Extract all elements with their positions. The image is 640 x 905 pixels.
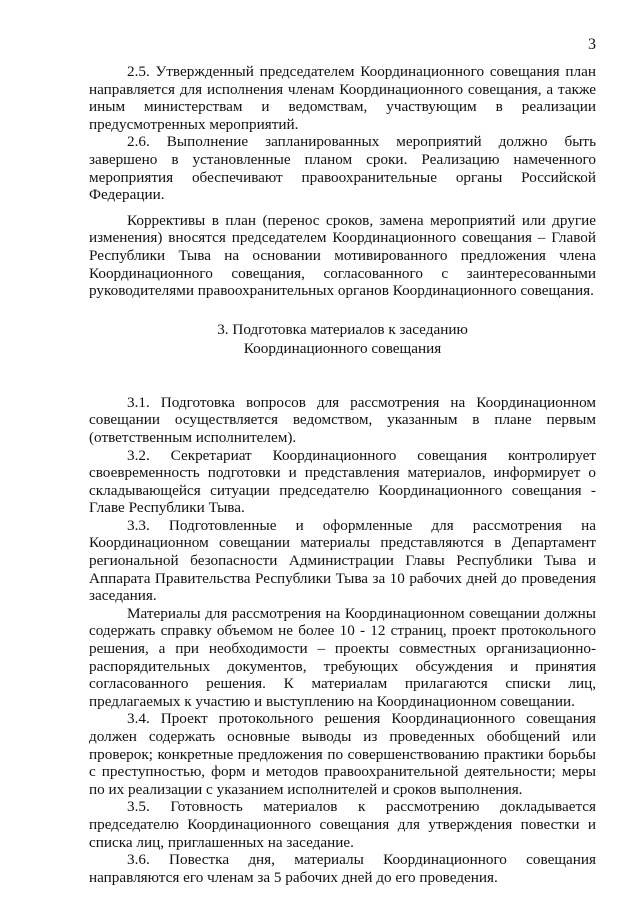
paragraph-3-4: 3.4. Проект протокольного решения Координационного совещания должен содержать основные выводы из проведенных обобщений или проверок; конкретные предложения по совершенствованию практики борьбы с преступностью, форм и методов правоохранительной деятельности; меры по их реализации с указанием исполнителей и сроков выполнения. bbox=[89, 710, 596, 798]
paragraph-3-5: 3.5. Готовность материалов к рассмотрению докладывается председателю Координационного совещания для утверждения повестки и списка лиц, приглашенных на заседание. bbox=[89, 798, 596, 851]
paragraph-2-5: 2.5. Утвержденный председателем Координационного совещания план направляется для исполнения членам Координационного совещания, а также иным министерствам и ведомствам, участвующим в реализации предусмотренных мероприятий. bbox=[89, 63, 596, 133]
paragraph-plan-corrections: Коррективы в план (перенос сроков, замена мероприятий или другие изменения) вносятся председателем Координационного совещания – Главой Республики Тыва на основании мотивированного предложения члена Координационного совещания, согласованного с заинтересованными руководителями правоохранительных органов Координационного совещания. bbox=[89, 211, 596, 300]
section-3-title-line1: 3. Подготовка материалов к заседанию bbox=[217, 320, 468, 338]
paragraph-3-3: 3.3. Подготовленные и оформленные для рассмотрения на Координационном совещании материалы представляются в Департамент региональной безопасности Администрации Главы Республики Тыва и Аппарата Правительства Республики Тыва за 10 рабочих дней до проведения заседания. bbox=[89, 516, 596, 605]
paragraph-3-2: 3.2. Секретариат Координационного совещания контролирует своевременность подготовки и представления материалов, информирует о складывающейся ситуации председателю Координационного совещания - Главе Республики Тыва. bbox=[89, 446, 596, 517]
paragraph-3-1: 3.1. Подготовка вопросов для рассмотрения на Координационном совещании осуществляется ведомством, указанным в плане первым (ответственным исполнителем). bbox=[89, 393, 596, 446]
paragraph-2-6: 2.6. Выполнение запланированных мероприятий должно быть завершено в установленные планом сроки. Реализацию намеченного мероприятия обеспечивают правоохранительные органы Российской Федерации. bbox=[89, 133, 596, 204]
paragraph-materials: Материалы для рассмотрения на Координационном совещании должны содержать справку объемом не более 10 - 12 страниц, проект протокольного решения, а при необходимости – проекты совместных организационно-распорядительных документов, требующих обсуждения и принятия согласованного решения. К материалам прилагаются списки лиц, предлагаемых к участию и выступлению на Координационном совещании. bbox=[89, 604, 596, 710]
page-number: 3 bbox=[588, 36, 596, 53]
paragraph-3-6: 3.6. Повестка дня, материалы Координационного совещания направляются его членам за 5 рабочих дней до его проведения. bbox=[89, 851, 596, 886]
document-body bbox=[89, 63, 596, 886]
section-3-title-line2: Координационного совещания bbox=[243, 339, 442, 357]
section-3-heading bbox=[89, 320, 596, 358]
